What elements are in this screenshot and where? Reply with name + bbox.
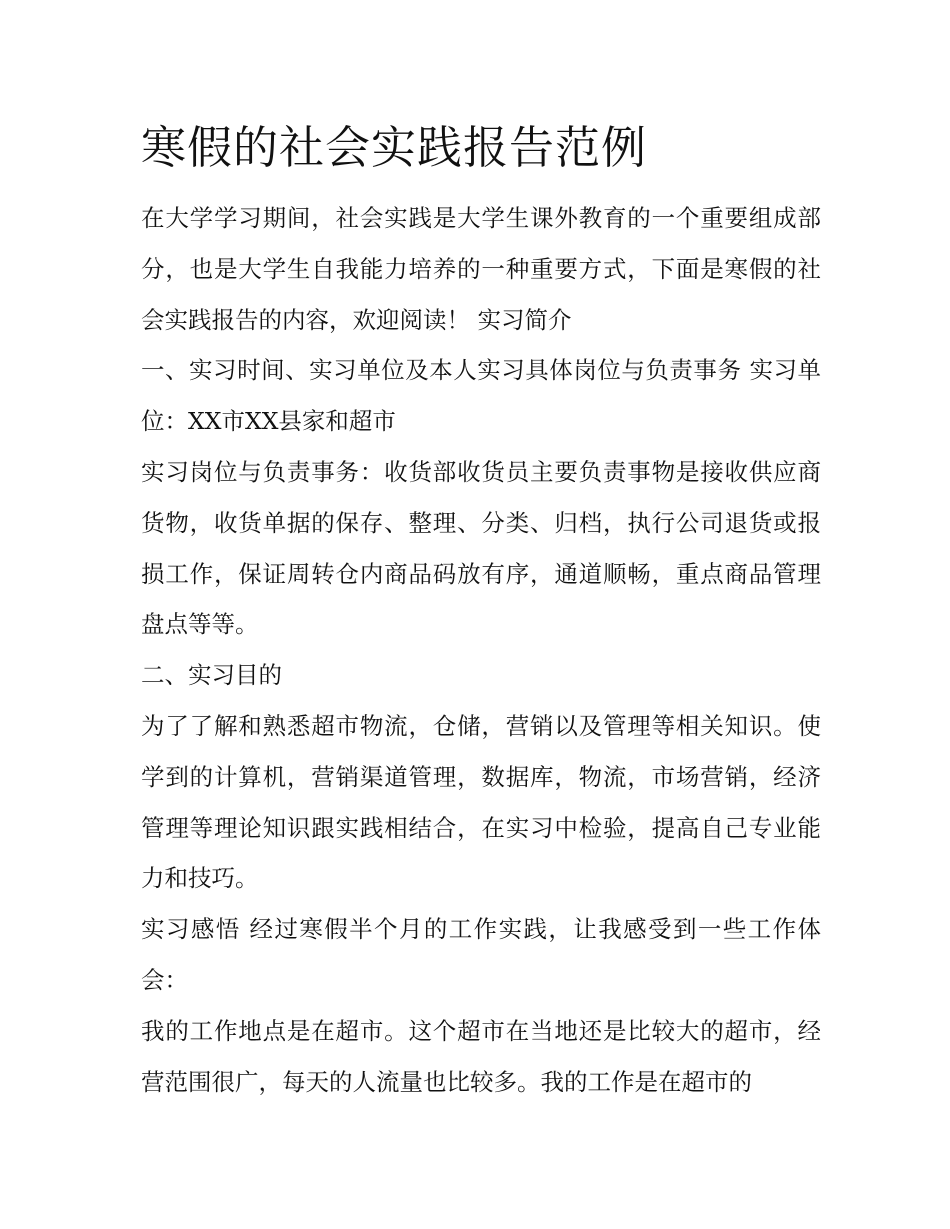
paragraph-purpose: 为了了解和熟悉超市物流，仓储，营销以及管理等相关知识。使学到的计算机，营销渠道管理，数据库，物流，市场营销，经济管理等理论知识跟实践相结合，在实习中检验，提高自己专业能力和技巧。 xyxy=(141,711,821,893)
document-body xyxy=(141,118,821,1107)
paragraph-section-one: 一、实习时间、实习单位及本人实习具体岗位与负责事务 实习单位：XX市XX县家和超市 xyxy=(141,356,821,436)
paragraph-intro: 在大学学习期间，社会实践是大学生课外教育的一个重要组成部分，也是大学生自我能力培养的一种重要方式，下面是寒假的社会实践报告的内容，欢迎阅读！ 实习简介 xyxy=(141,204,821,334)
paragraph-reflection: 实习感悟 经过寒假半个月的工作实践，让我感受到一些工作体会： xyxy=(141,915,821,994)
paragraph-workplace: 我的工作地点是在超市。这个超市在当地还是比较大的超市，经营范围很广，每天的人流量也比较多。我的工作是在超市的 xyxy=(141,1016,821,1096)
document-title: 寒假的社会实践报告范例 xyxy=(141,121,648,174)
paragraph-duties: 实习岗位与负责事务：收货部收货员主要负责事物是接收供应商货物，收货单据的保存、整理、分类、归档，执行公司退货或报损工作，保证周转仓内商品码放有序，通道顺畅，重点商品管理盘点等等。 xyxy=(141,457,821,639)
paragraph-section-two: 二、实习目的 xyxy=(141,661,282,690)
